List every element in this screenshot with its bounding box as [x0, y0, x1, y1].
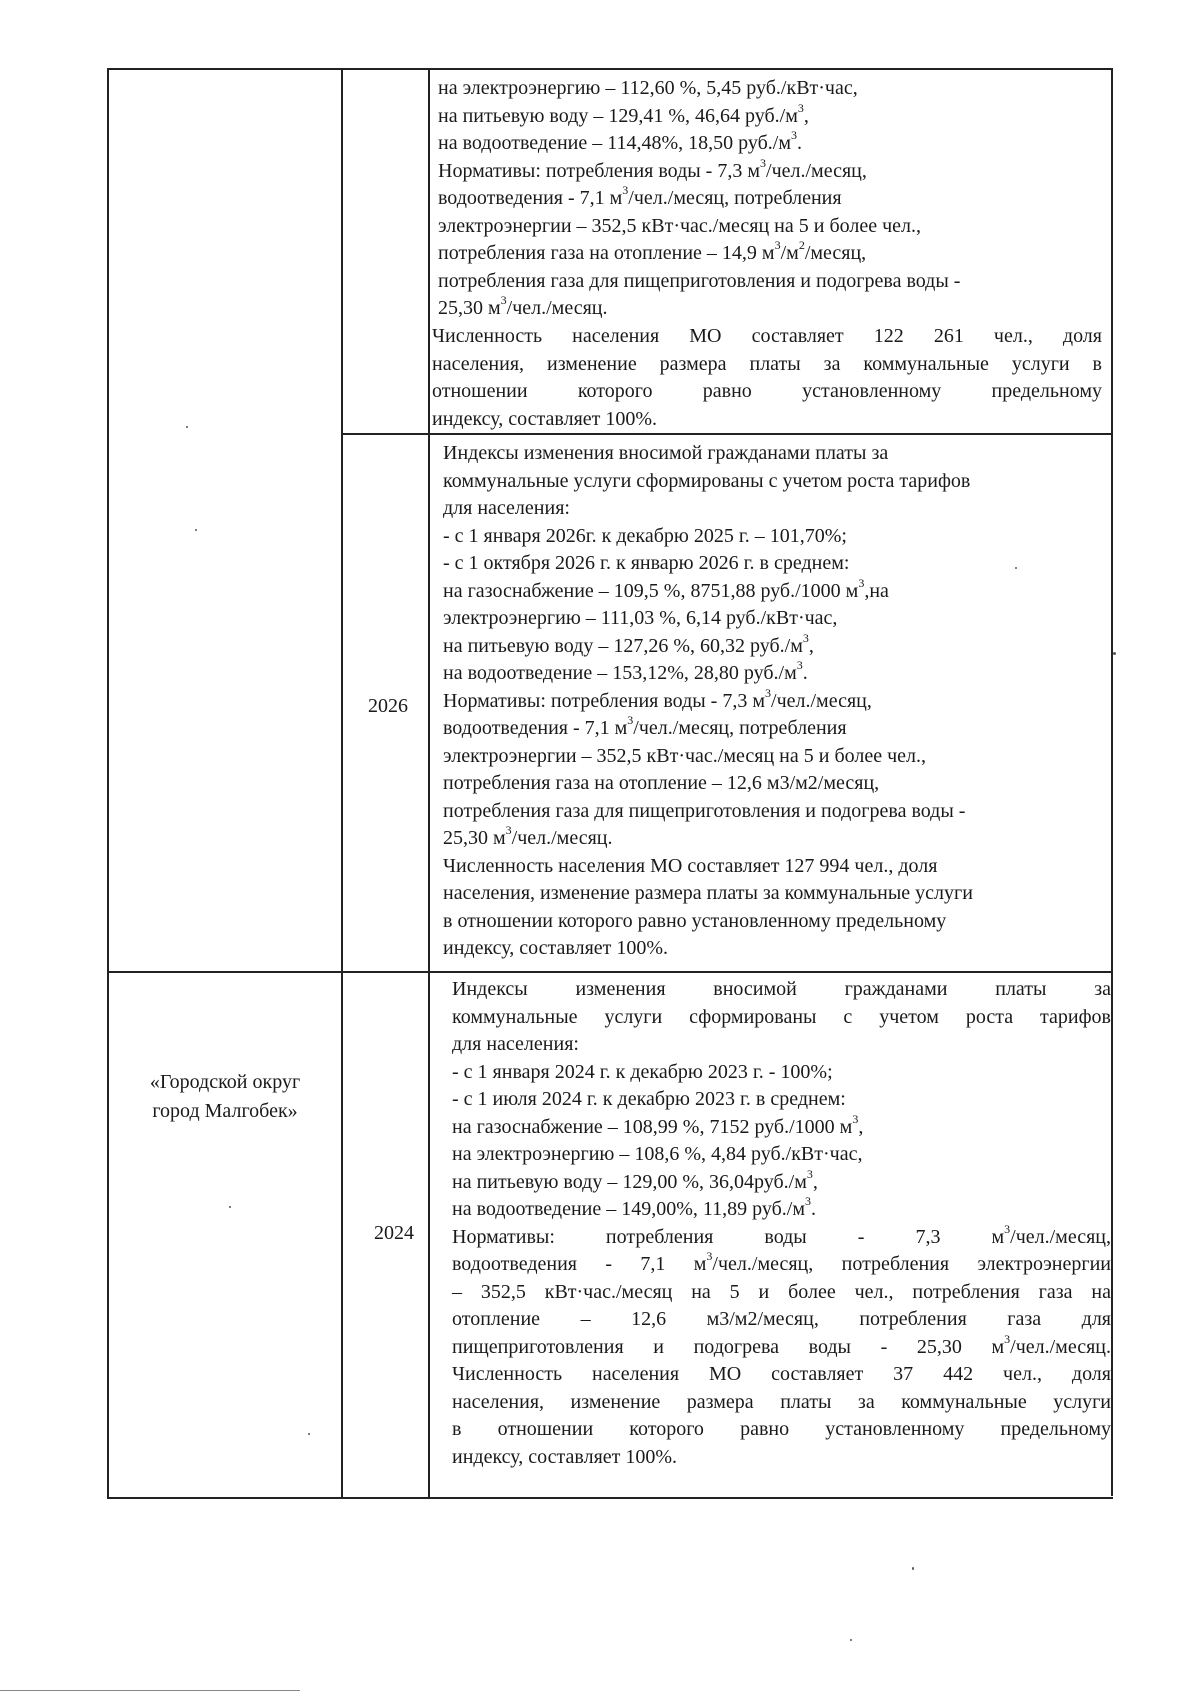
text-line: Численность населения МО составляет 37 442 чел., доля	[452, 1363, 1111, 1385]
text-line: 25,30 $м^3/чел$./месяц.	[438, 293, 608, 319]
text-line: отопление – 12,6 м3/м2/месяц, потребления газа для	[452, 1308, 1111, 1330]
continued-row-population	[432, 323, 1102, 433]
scan-speck	[186, 426, 188, 428]
text-line: потребления газа для пищеприготовления и подогрева воды -	[443, 799, 966, 822]
continued-row-text	[438, 75, 1102, 323]
text-line: - с 1 января 2024 г. к декабрю 2023 г. - 100%;	[452, 1060, 833, 1083]
text-line: Нормативы: потребления воды - 7,3 $м^3/чел$./месяц,	[443, 685, 872, 712]
text-line: на водоотведение – 149,00%, 11,89 $руб./м^3$.	[452, 1194, 817, 1220]
row-2024-text	[452, 976, 1111, 1471]
scan-speck	[229, 1206, 231, 1208]
text-line: на газоснабжение – 108,99 %, 7152 руб./1000 $м^3$,	[452, 1111, 864, 1138]
text-line: электроэнергии – 352,5 кВт·час./месяц на 5 и более чел.,	[443, 744, 927, 767]
scan-speck	[308, 1433, 310, 1435]
scan-speck	[1015, 567, 1017, 569]
text-line: на газоснабжение – 109,5 %, 8751,88 руб./1000 $м^3,на$	[443, 575, 889, 602]
text-line: на водоотведение – 114,48%, 18,50 $руб./м^3$.	[438, 128, 803, 154]
mo-name-line2: город Малгобек»	[152, 1100, 298, 1122]
text-line: в отношении которого равно установленному предельному	[443, 909, 947, 932]
text-line: Индексы изменения вносимой гражданами платы за	[452, 978, 1111, 1000]
text-line: на электроэнергию – 112,60 %, 5,45 руб./кВт·час,	[438, 77, 858, 99]
scan-speck	[912, 1567, 914, 1570]
text-line: - с 1 июля 2024 г. к декабрю 2023 г. в среднем:	[452, 1088, 846, 1110]
text-line: на электроэнергию – 108,6 %, 4,84 руб./кВт·час,	[452, 1143, 863, 1165]
text-line: потребления газа на отопление – 12,6 м3/м2/месяц,	[443, 772, 880, 794]
text-line: индексу, составляет 100%.	[452, 1445, 678, 1468]
scan-speck	[1113, 652, 1116, 655]
text-line: водоотведения - 7,1 $м^3/чел$./месяц, потребления	[438, 183, 842, 209]
text-line: для населения:	[452, 1033, 579, 1055]
text-line: электроэнергии – 352,5 кВт·час./месяц на 5 и более чел.,	[438, 214, 922, 237]
text-line: Численность населения МО составляет 122 261 чел., доля	[432, 325, 1102, 347]
text-line: на питьевую воду – 129,00 %, $36,04руб./м^3$,	[452, 1166, 818, 1193]
text-line: индексу, составляет 100%.	[443, 937, 669, 959]
text-line: на водоотведение – 153,12%, 28,80 $руб./м^3$.	[443, 658, 808, 684]
mo-name	[120, 1068, 330, 1126]
scan-edge-line	[0, 1690, 300, 1691]
mo-name-line1: «Городской округ	[149, 1071, 301, 1093]
table-border-col1	[341, 68, 343, 1498]
text-line: водоотведения - 7,1 $м^3/чел$./месяц, потребления электроэнергии	[452, 1249, 1111, 1275]
text-line: Индексы изменения вносимой гражданами платы за	[443, 442, 889, 464]
scan-speck	[850, 1639, 852, 1641]
text-line: населения, изменение размера платы за коммунальные услуги	[452, 1390, 1111, 1413]
text-line: потребления газа для пищеприготовления и подогрева воды -	[438, 269, 961, 292]
table-border-left	[107, 68, 109, 1498]
row-divider-2024	[107, 971, 1113, 973]
scan-speck	[195, 529, 197, 531]
text-line: на питьевую воду – 129,41 %, 46,64 $руб./м^3$,	[438, 100, 809, 127]
row-2026-text	[443, 440, 1103, 963]
text-line: на питьевую воду – 127,26 %, 60,32 $руб./м^3$,	[443, 630, 814, 657]
text-line: индексу, составляет 100%.	[432, 407, 658, 430]
text-line: населения, изменение размера платы за коммунальные услуги	[443, 882, 973, 904]
year-2024: 2024	[374, 1222, 414, 1244]
text-line: в отношении которого равно установленному предельному	[452, 1418, 1111, 1440]
text-line: - с 1 октября 2026 г. к январю 2026 г. в среднем:	[443, 552, 850, 574]
text-line: Нормативы: потребления воды - 7,3 $м^3/чел$./месяц,	[452, 1221, 1111, 1248]
text-line: Численность населения МО составляет 127 994 чел., доля	[443, 854, 938, 877]
text-line: для населения:	[443, 497, 570, 519]
text-line: электроэнергию – 111,03 %, 6,14 руб./кВт·час,	[443, 607, 838, 629]
text-line: коммунальные услуги сформированы с учетом роста тарифов	[452, 1005, 1111, 1028]
table-border-right	[1111, 68, 1113, 1496]
year-2026: 2026	[368, 695, 408, 717]
text-line: – 352,5 кВт·час./месяц на 5 и более чел., потребления газа на	[452, 1280, 1111, 1303]
text-line: населения, изменение размера платы за коммунальные услуги в	[432, 352, 1102, 375]
text-line: потребления газа на отопление – 14,9 $м^3/м^2$/месяц,	[438, 238, 867, 264]
text-line: отношении которого равно установленному предельному	[432, 380, 1102, 402]
text-line: Нормативы: потребления воды - 7,3 $м^3/чел$./месяц,	[438, 155, 867, 182]
text-line: пищеприготовления и подогрева воды - 25,30 $м^3/чел$./месяц.	[452, 1331, 1111, 1358]
table-border-bottom	[107, 1497, 1113, 1499]
table-border-col2	[428, 68, 430, 1498]
table-border-top	[107, 68, 1113, 70]
text-line: - с 1 января 2026г. к декабрю 2025 г. – 101,70%;	[443, 524, 847, 547]
row-divider-2026	[341, 433, 1113, 435]
text-line: коммунальные услуги сформированы с учетом роста тарифов	[443, 469, 971, 492]
text-line: водоотведения - 7,1 $м^3/чел$./месяц, потребления	[443, 713, 847, 739]
text-line: 25,30 $м^3/чел$./месяц.	[443, 823, 613, 849]
